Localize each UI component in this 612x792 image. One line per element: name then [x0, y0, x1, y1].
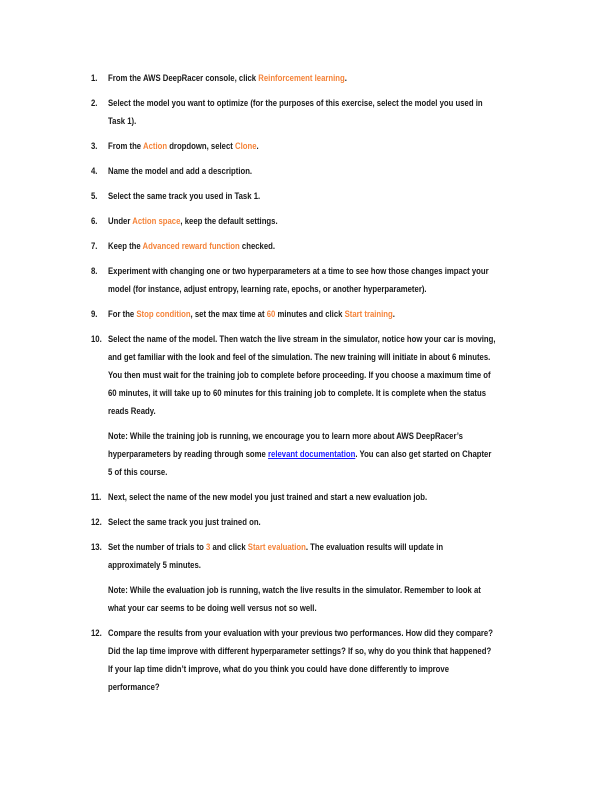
list-number: 7.: [91, 241, 98, 251]
list-item: [0, 162, 612, 180]
text-line: [108, 280, 541, 298]
text-segment: model (for instance, adjust entropy, learning rate, epochs, or another hyperparameter).: [108, 284, 427, 294]
text-segment: 5 of this course.: [108, 467, 168, 477]
text-segment: hyperparameters by reading through some: [108, 449, 269, 459]
text-segment: and get familiar with the look and feel of the simulation. The new training will initiate in about 6 minutes.: [108, 352, 491, 362]
text-line: [108, 556, 541, 574]
note-paragraph: [0, 581, 612, 617]
list-number: 4.: [91, 166, 98, 176]
list-number: 9.: [91, 309, 98, 319]
text-segment: Keep the: [108, 241, 143, 251]
text-segment: From the: [108, 141, 143, 151]
text-line: [108, 402, 541, 420]
list-item: [0, 94, 612, 130]
text-segment: what your car seems to be doing well versus not so well.: [108, 603, 317, 613]
text-line: [108, 538, 541, 556]
list-item: [0, 212, 612, 230]
text-segment: , keep the default settings.: [180, 216, 278, 226]
text-segment: For the: [108, 309, 137, 319]
text-segment: Select the name of the model. Then watch the live stream in the simulator, notice how your car is moving,: [108, 334, 496, 344]
documentation-link[interactable]: relevant documentation: [268, 449, 356, 459]
text-segment: , set the max time at: [190, 309, 267, 319]
text-segment: Note: While the evaluation job is running, watch the live results in the simulator. Remember to look at: [108, 585, 481, 595]
text-line: [108, 262, 541, 280]
ui-term-highlight: Reinforcement learning: [258, 73, 345, 83]
text-segment: From the AWS DeepRacer console, click: [108, 73, 259, 83]
text-segment: . You can also get started on Chapter: [355, 449, 492, 459]
text-line: [108, 305, 541, 323]
ui-term-highlight: Stop condition: [136, 309, 191, 319]
text-line: [108, 624, 541, 642]
list-number: 11.: [91, 492, 102, 502]
text-line: [108, 187, 541, 205]
text-segment: . The evaluation results will update in: [305, 542, 444, 552]
text-line: [108, 366, 541, 384]
text-segment: reads Ready.: [108, 406, 156, 416]
list-number: 10.: [91, 334, 102, 344]
text-segment: approximately 5 minutes.: [108, 560, 201, 570]
note-paragraph: [0, 427, 612, 481]
text-segment: 60 minutes, it will take up to 60 minutes for this training job to complete. It is complete when the status: [108, 388, 487, 398]
text-segment: Name the model and add a description.: [108, 166, 253, 176]
list-number: 12.: [91, 628, 102, 638]
text-line: [108, 162, 541, 180]
list-item: [0, 237, 612, 255]
list-item: [0, 305, 612, 323]
text-line: [108, 660, 541, 678]
instruction-list: [0, 69, 612, 703]
text-line: [108, 137, 541, 155]
list-item: [0, 538, 612, 574]
text-segment: Did the lap time improve with different hyperparameter settings? If so, why do you think that happened?: [108, 646, 492, 656]
list-number: 6.: [91, 216, 98, 226]
text-segment: dropdown, select: [167, 141, 236, 151]
text-line: [108, 642, 541, 660]
ui-term-highlight: 60: [266, 309, 276, 319]
text-segment: You then must wait for the training job to complete before proceeding. If you choose a maximum time of: [108, 370, 491, 380]
list-item: [0, 513, 612, 531]
text-line: [108, 348, 541, 366]
text-line: [108, 212, 541, 230]
text-segment: Select the same track you used in Task 1.: [108, 191, 261, 201]
list-number: 3.: [91, 141, 98, 151]
text-line: [108, 513, 541, 531]
text-segment: checked.: [239, 241, 276, 251]
ui-term-highlight: Advanced reward function: [142, 241, 240, 251]
list-number: 8.: [91, 266, 98, 276]
text-segment: .: [392, 309, 395, 319]
text-segment: .: [344, 73, 347, 83]
text-segment: Select the model you want to optimize (for the purposes of this exercise, select the model you used in: [108, 98, 483, 108]
text-line: [108, 488, 541, 506]
list-item: [0, 488, 612, 506]
ui-term-highlight: 3: [206, 542, 211, 552]
text-segment: Task 1).: [108, 116, 137, 126]
list-number: 2.: [91, 98, 98, 108]
list-number: 5.: [91, 191, 98, 201]
list-number: 12.: [91, 517, 102, 527]
text-segment: performance?: [108, 682, 160, 692]
text-segment: Note: While the training job is running, we encourage you to learn more about AWS DeepRacer’s: [108, 431, 463, 441]
text-segment: Compare the results from your evaluation with your previous two performances. How did they compare?: [108, 628, 493, 638]
list-item: [0, 187, 612, 205]
text-segment: .: [256, 141, 259, 151]
text-line: [108, 94, 541, 112]
list-item: [0, 262, 612, 298]
text-segment: Set the number of trials to: [108, 542, 207, 552]
text-line: [108, 581, 541, 599]
text-line: [108, 112, 541, 130]
list-item: [0, 330, 612, 420]
ui-term-highlight: Clone: [235, 141, 257, 151]
text-line: [108, 69, 541, 87]
text-line: [108, 445, 541, 463]
list-item: [0, 69, 612, 87]
text-line: [108, 237, 541, 255]
text-segment: Under: [108, 216, 133, 226]
text-line: [108, 678, 541, 696]
text-segment: Next, select the name of the new model you just trained and start a new evaluation job.: [108, 492, 428, 502]
list-number: 13.: [91, 542, 102, 552]
text-line: [108, 384, 541, 402]
text-line: [108, 330, 541, 348]
text-segment: Experiment with changing one or two hyperparameters at a time to see how those changes impact your: [108, 266, 489, 276]
list-item: [0, 624, 612, 696]
text-line: [108, 463, 541, 481]
text-line: [108, 599, 541, 617]
ui-term-highlight: Action: [142, 141, 168, 151]
text-segment: and click: [210, 542, 248, 552]
text-line: [108, 427, 541, 445]
ui-term-highlight: Start evaluation: [247, 542, 306, 552]
text-segment: If your lap time didn’t improve, what do you think you could have done differently to improve: [108, 664, 450, 674]
ui-term-highlight: Action space: [132, 216, 181, 226]
list-item: [0, 137, 612, 155]
text-segment: minutes and click: [275, 309, 345, 319]
list-number: 1.: [91, 73, 98, 83]
ui-term-highlight: Start training: [344, 309, 393, 319]
text-segment: Select the same track you just trained on.: [108, 517, 261, 527]
